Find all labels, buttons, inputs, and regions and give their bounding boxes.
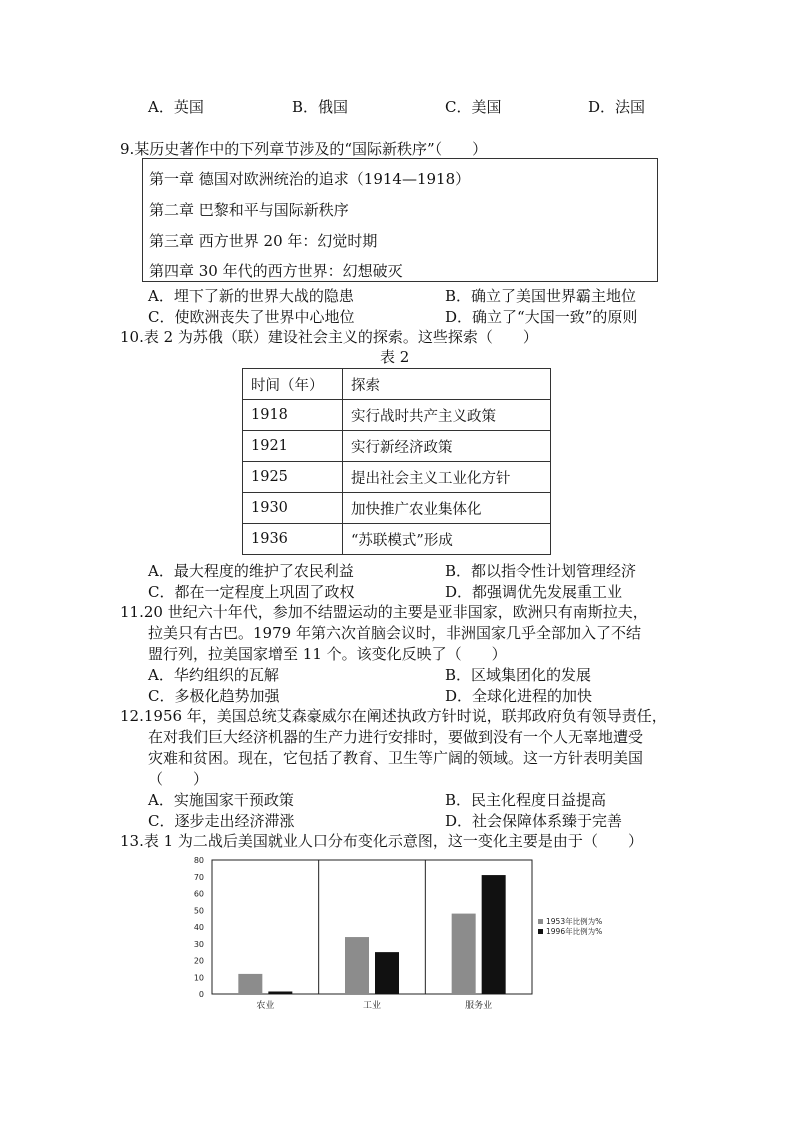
y-tick-label: 10 [193,973,204,983]
row-exploration: 实行战时共产主义政策 [343,400,551,431]
chapter-3: 第三章 西方世界 20 年：幻觉时期 [149,232,378,250]
y-tick-label: 20 [193,956,204,966]
y-tick-label: 70 [193,872,204,882]
q9-option-b: B．确立了美国世界霸主地位 [445,287,637,305]
chapter-4: 第四章 30 年代的西方世界：幻想破灭 [149,262,403,280]
q11-line-1: 11.20 世纪六十年代，参加不结盟运动的主要是亚非国家，欧洲只有南斯拉夫， [120,603,648,621]
q11-option-b: B．区域集团化的发展 [445,666,592,684]
q10-option-d: D．都强调优先发展重工业 [445,583,623,601]
q12-line-3: 灾难和贫困。现在，它包括了教育、卫生等广阔的领域。这一方针表明美国 [148,749,644,767]
q11-line-2: 拉美只有古巴。1979 年第六次首脑会议时，非洲国家几乎全部加入了不结 [148,624,641,642]
table-row [243,493,551,524]
q12-line-1: 12.1956 年，美国总统艾森豪威尔在阐述执政方针时说，联邦政府负有领导责任， [120,707,667,725]
y-tick-label: 60 [193,889,204,899]
y-tick-label: 0 [198,990,204,999]
q12-line-4: （ ） [148,770,209,788]
y-tick-label: 50 [193,906,204,916]
row-year: 1925 [243,462,343,493]
q12-option-a: A．实施国家干预政策 [148,791,294,809]
table-2-title: 表 2 [380,348,410,366]
y-tick-label: 30 [193,939,204,949]
bar-1996 [375,952,399,994]
q11-option-c: C．多极化趋势加强 [148,687,280,705]
table-row [243,524,551,555]
legend-label: 1996年比例为% [546,927,603,936]
bar-1996 [482,875,506,994]
table-2 [242,368,551,555]
table-row [243,400,551,431]
bar-1953 [345,937,369,994]
row-year: 1921 [243,431,343,462]
q8-option-b: B．俄国 [292,98,349,116]
header-year: 时间（年） [243,369,343,400]
row-exploration: 实行新经济政策 [343,431,551,462]
q12-line-2: 在对我们巨大经济机器的生产力进行安排时，要做到没有一个人无辜地遭受 [148,728,644,746]
q9-option-c: C．使欧洲丧失了世界中心地位 [148,308,355,326]
q10-option-a: A．最大程度的维护了农民利益 [148,562,354,580]
row-exploration: 加快推广农业集体化 [343,493,551,524]
q9-option-d: D．确立了“大国一致”的原则 [445,308,638,326]
table-header-row [243,369,551,400]
row-exploration: 提出社会主义工业化方针 [343,462,551,493]
row-year: 1918 [243,400,343,431]
q8-option-a: A．英国 [148,98,204,116]
legend-swatch [538,929,543,934]
row-exploration: “苏联模式”形成 [343,524,551,555]
q10-option-c: C．都在一定程度上巩固了政权 [148,583,355,601]
q10-option-b: B．都以指令性计划管理经济 [445,562,637,580]
q9-option-a: A．埋下了新的世界大战的隐患 [148,287,354,305]
employment-bar-chart [0,850,794,1020]
q12-option-b: B．民主化程度日益提高 [445,791,607,809]
chapter-2: 第二章 巴黎和平与国际新秩序 [149,201,349,219]
q9-chapter-box [142,158,658,282]
row-year: 1930 [243,493,343,524]
q12-option-d: D．社会保障体系臻于完善 [445,812,623,830]
header-exploration: 探索 [343,369,551,400]
q10-stem: 10.表 2 为苏俄（联）建设社会主义的探索。这些探索（ ） [120,328,538,346]
x-tick-label: 工业 [362,1001,382,1011]
bar-1953 [452,914,476,994]
bar-1953 [238,974,262,994]
q8-option-c: C．美国 [445,98,502,116]
q12-option-c: C．逐步走出经济滞涨 [148,812,295,830]
y-tick-label: 40 [193,923,204,932]
legend-label: 1953年比例为% [546,917,603,926]
x-tick-label: 农业 [256,1001,275,1011]
legend-swatch [538,919,543,924]
q8-option-d: D．法国 [588,98,646,116]
y-tick-label: 80 [193,856,204,865]
q11-option-a: A．华约组织的瓦解 [148,666,279,684]
table-row [243,431,551,462]
table-row [243,462,551,493]
q11-option-d: D．全球化进程的加快 [445,687,593,705]
chapter-1: 第一章 德国对欧洲统治的追求（1914—1918） [149,170,471,188]
q9-stem: 9.某历史著作中的下列章节涉及的“国际新秩序”（ ） [120,140,488,158]
q11-line-3: 盟行列，拉美国家增至 11 个。该变化反映了（ ） [148,645,507,663]
row-year: 1936 [243,524,343,555]
q13-stem: 13.表 1 为二战后美国就业人口分布变化示意图，这一变化主要是由于（ ） [120,832,643,850]
x-tick-label: 服务业 [465,1001,493,1011]
bar-1996 [268,991,292,994]
